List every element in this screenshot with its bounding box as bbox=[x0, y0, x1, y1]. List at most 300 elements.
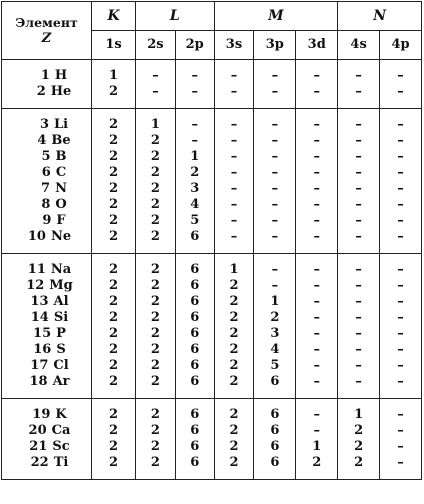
config-cell-3d: 1 bbox=[296, 439, 338, 455]
config-cell-3p: – bbox=[254, 165, 296, 181]
config-cell-2p: 6 bbox=[175, 455, 214, 471]
spacer-cell bbox=[175, 245, 214, 254]
config-cell-2s: 2 bbox=[136, 165, 176, 181]
config-cell-1s: 2 bbox=[92, 294, 136, 310]
spacer-cell bbox=[338, 60, 380, 69]
config-cell-3d: – bbox=[296, 374, 338, 390]
spacer-cell bbox=[136, 399, 176, 408]
config-cell-2s: 2 bbox=[136, 294, 176, 310]
config-cell-3p: – bbox=[254, 181, 296, 197]
config-cell-4s: – bbox=[338, 181, 380, 197]
config-cell-4p: – bbox=[380, 149, 422, 165]
config-cell-4p: – bbox=[380, 229, 422, 245]
config-cell-3d: – bbox=[296, 84, 338, 100]
element-symbol: Ca bbox=[51, 423, 71, 438]
spacer-cell bbox=[296, 390, 338, 399]
group-spacer bbox=[2, 471, 422, 480]
shell-header-l: L bbox=[136, 2, 215, 31]
config-cell-2p: 6 bbox=[175, 262, 214, 278]
shell-header-m: M bbox=[214, 2, 338, 31]
config-cell-2p: – bbox=[175, 68, 214, 84]
config-cell-1s: 2 bbox=[92, 439, 136, 455]
config-cell-1s: 2 bbox=[92, 262, 136, 278]
table-row bbox=[2, 407, 422, 423]
atomic-number: 13 bbox=[30, 294, 49, 309]
config-cell-2s: 2 bbox=[136, 229, 176, 245]
config-cell-4s: – bbox=[338, 165, 380, 181]
config-cell-3d: – bbox=[296, 117, 338, 133]
atomic-number: 4 bbox=[37, 133, 47, 148]
config-cell-3s: – bbox=[214, 117, 254, 133]
spacer-cell bbox=[136, 109, 176, 118]
config-cell-3s: – bbox=[214, 181, 254, 197]
element-cell bbox=[2, 455, 92, 471]
atomic-number: 16 bbox=[33, 342, 52, 357]
element-symbol: N bbox=[55, 181, 67, 196]
element-symbol: Cl bbox=[53, 358, 69, 373]
spacer-cell bbox=[338, 254, 380, 263]
config-cell-2p: 2 bbox=[175, 165, 214, 181]
config-cell-2s: 2 bbox=[136, 439, 176, 455]
table-row bbox=[2, 310, 422, 326]
config-cell-3p: – bbox=[254, 84, 296, 100]
config-cell-4s: – bbox=[338, 149, 380, 165]
atomic-number: 12 bbox=[26, 278, 45, 293]
config-cell-3d: – bbox=[296, 358, 338, 374]
config-cell-2p: 6 bbox=[175, 342, 214, 358]
config-cell-3d: – bbox=[296, 294, 338, 310]
element-cell bbox=[2, 262, 92, 278]
element-cell bbox=[2, 229, 92, 245]
config-cell-2p: 4 bbox=[175, 197, 214, 213]
table-row bbox=[2, 197, 422, 213]
config-cell-4s: – bbox=[338, 358, 380, 374]
shell-header-n: N bbox=[338, 2, 422, 31]
shell-header-row bbox=[2, 2, 422, 31]
spacer-cell bbox=[296, 471, 338, 480]
element-symbol: He bbox=[50, 84, 72, 99]
spacer-cell bbox=[254, 254, 296, 263]
spacer-cell bbox=[380, 254, 422, 263]
group-spacer bbox=[2, 100, 422, 109]
table-row bbox=[2, 294, 422, 310]
config-cell-3s: 2 bbox=[214, 278, 254, 294]
table-row bbox=[2, 439, 422, 455]
element-symbol: Sc bbox=[52, 439, 70, 454]
atomic-number: 1 bbox=[40, 68, 50, 83]
config-cell-4p: – bbox=[380, 278, 422, 294]
spacer-cell bbox=[380, 60, 422, 69]
config-cell-3p: – bbox=[254, 133, 296, 149]
config-cell-2s: 2 bbox=[136, 326, 176, 342]
spacer-cell bbox=[214, 60, 254, 69]
spacer-cell bbox=[380, 390, 422, 399]
config-cell-2s: 2 bbox=[136, 262, 176, 278]
config-cell-4p: – bbox=[380, 213, 422, 229]
table-row bbox=[2, 165, 422, 181]
config-cell-4s: – bbox=[338, 133, 380, 149]
config-cell-3d: – bbox=[296, 229, 338, 245]
group-spacer bbox=[2, 390, 422, 399]
config-cell-3d: – bbox=[296, 181, 338, 197]
config-cell-3p: 4 bbox=[254, 342, 296, 358]
spacer-cell bbox=[92, 60, 136, 69]
config-cell-4p: – bbox=[380, 262, 422, 278]
config-cell-4p: – bbox=[380, 197, 422, 213]
config-cell-3d: – bbox=[296, 407, 338, 423]
config-cell-1s: 2 bbox=[92, 374, 136, 390]
atomic-number: 17 bbox=[30, 358, 49, 373]
config-cell-3p: – bbox=[254, 149, 296, 165]
spacer-cell bbox=[92, 471, 136, 480]
spacer-cell bbox=[2, 245, 92, 254]
config-cell-2s: 2 bbox=[136, 181, 176, 197]
element-symbol: Ne bbox=[50, 229, 72, 244]
config-cell-3d: – bbox=[296, 133, 338, 149]
config-cell-2p: 1 bbox=[175, 149, 214, 165]
element-cell bbox=[2, 165, 92, 181]
config-cell-3p: – bbox=[254, 213, 296, 229]
config-cell-2s: 2 bbox=[136, 374, 176, 390]
config-cell-3s: 2 bbox=[214, 358, 254, 374]
spacer-cell bbox=[92, 245, 136, 254]
config-cell-2p: 6 bbox=[175, 294, 214, 310]
config-cell-1s: 1 bbox=[92, 68, 136, 84]
config-cell-3s: 2 bbox=[214, 423, 254, 439]
table-row bbox=[2, 278, 422, 294]
config-cell-2s: – bbox=[136, 84, 176, 100]
spacer-cell bbox=[338, 471, 380, 480]
config-cell-4s: – bbox=[338, 342, 380, 358]
config-cell-3d: – bbox=[296, 213, 338, 229]
spacer-cell bbox=[214, 100, 254, 109]
config-cell-3s: – bbox=[214, 149, 254, 165]
subshell-header-3p: 3p bbox=[254, 31, 296, 60]
table-row bbox=[2, 326, 422, 342]
table-row bbox=[2, 262, 422, 278]
atomic-number: 2 bbox=[36, 84, 46, 99]
spacer-cell bbox=[254, 471, 296, 480]
config-cell-2p: 6 bbox=[175, 439, 214, 455]
config-cell-2s: 2 bbox=[136, 310, 176, 326]
config-cell-4p: – bbox=[380, 165, 422, 181]
spacer-cell bbox=[338, 109, 380, 118]
shell-header-k: K bbox=[92, 2, 136, 31]
spacer-cell bbox=[214, 245, 254, 254]
config-cell-3d: – bbox=[296, 310, 338, 326]
config-cell-3p: 1 bbox=[254, 294, 296, 310]
config-cell-3s: – bbox=[214, 197, 254, 213]
spacer-cell bbox=[175, 100, 214, 109]
spacer-cell bbox=[338, 399, 380, 408]
config-cell-4p: – bbox=[380, 181, 422, 197]
element-label: Элемент bbox=[15, 14, 78, 30]
config-cell-3s: 2 bbox=[214, 294, 254, 310]
element-cell bbox=[2, 342, 92, 358]
table-row bbox=[2, 84, 422, 100]
spacer-cell bbox=[380, 109, 422, 118]
config-cell-1s: 2 bbox=[92, 149, 136, 165]
element-cell bbox=[2, 294, 92, 310]
element-cell bbox=[2, 374, 92, 390]
config-cell-2p: 6 bbox=[175, 358, 214, 374]
config-cell-2p: 3 bbox=[175, 181, 214, 197]
group-spacer bbox=[2, 399, 422, 408]
config-cell-4s: 2 bbox=[338, 423, 380, 439]
element-symbol: O bbox=[55, 197, 67, 212]
spacer-cell bbox=[2, 109, 92, 118]
config-cell-1s: 2 bbox=[92, 133, 136, 149]
config-cell-2p: 6 bbox=[175, 407, 214, 423]
spacer-cell bbox=[2, 390, 92, 399]
config-cell-1s: 2 bbox=[92, 84, 136, 100]
spacer-cell bbox=[296, 399, 338, 408]
config-cell-4p: – bbox=[380, 423, 422, 439]
table-body bbox=[2, 60, 422, 480]
config-cell-2p: 6 bbox=[175, 423, 214, 439]
spacer-cell bbox=[2, 100, 92, 109]
config-cell-4s: – bbox=[338, 278, 380, 294]
atomic-number: 21 bbox=[29, 439, 48, 454]
atomic-number: 14 bbox=[30, 310, 49, 325]
spacer-cell bbox=[136, 390, 176, 399]
spacer-cell bbox=[254, 245, 296, 254]
config-cell-2s: 2 bbox=[136, 278, 176, 294]
config-cell-2s: 2 bbox=[136, 342, 176, 358]
config-cell-1s: 2 bbox=[92, 181, 136, 197]
spacer-cell bbox=[254, 100, 296, 109]
table-row bbox=[2, 374, 422, 390]
config-cell-4p: – bbox=[380, 117, 422, 133]
config-cell-4p: – bbox=[380, 68, 422, 84]
config-cell-3s: 2 bbox=[214, 342, 254, 358]
config-cell-4s: – bbox=[338, 374, 380, 390]
atomic-number: 7 bbox=[41, 181, 51, 196]
config-cell-1s: 2 bbox=[92, 455, 136, 471]
element-symbol: C bbox=[55, 165, 67, 180]
spacer-cell bbox=[214, 399, 254, 408]
config-cell-4p: – bbox=[380, 84, 422, 100]
config-cell-3s: 2 bbox=[214, 407, 254, 423]
spacer-cell bbox=[92, 399, 136, 408]
table-row bbox=[2, 149, 422, 165]
spacer-cell bbox=[136, 471, 176, 480]
subshell-header-2p: 2p bbox=[175, 31, 214, 60]
config-cell-3s: – bbox=[214, 165, 254, 181]
element-cell bbox=[2, 326, 92, 342]
config-cell-4p: – bbox=[380, 133, 422, 149]
config-cell-3p: 5 bbox=[254, 358, 296, 374]
element-cell bbox=[2, 117, 92, 133]
table-row bbox=[2, 68, 422, 84]
spacer-cell bbox=[338, 390, 380, 399]
spacer-cell bbox=[254, 399, 296, 408]
group-spacer bbox=[2, 245, 422, 254]
subshell-header-4s: 4s bbox=[338, 31, 380, 60]
spacer-cell bbox=[296, 254, 338, 263]
config-cell-1s: 2 bbox=[92, 278, 136, 294]
spacer-cell bbox=[175, 109, 214, 118]
spacer-cell bbox=[136, 60, 176, 69]
config-cell-1s: 2 bbox=[92, 117, 136, 133]
spacer-cell bbox=[380, 245, 422, 254]
spacer-cell bbox=[380, 100, 422, 109]
element-symbol: B bbox=[55, 149, 67, 164]
config-cell-4p: – bbox=[380, 310, 422, 326]
element-symbol: S bbox=[56, 342, 66, 357]
config-cell-2s: 2 bbox=[136, 407, 176, 423]
config-cell-4p: – bbox=[380, 342, 422, 358]
config-cell-3s: – bbox=[214, 213, 254, 229]
element-symbol: K bbox=[55, 407, 67, 422]
group-spacer bbox=[2, 109, 422, 118]
config-cell-2p: 6 bbox=[175, 326, 214, 342]
config-cell-4p: – bbox=[380, 294, 422, 310]
config-cell-3d: – bbox=[296, 68, 338, 84]
config-cell-1s: 2 bbox=[92, 326, 136, 342]
element-cell bbox=[2, 423, 92, 439]
table-row bbox=[2, 117, 422, 133]
config-cell-2s: 2 bbox=[136, 423, 176, 439]
config-cell-1s: 2 bbox=[92, 229, 136, 245]
spacer-cell bbox=[175, 390, 214, 399]
table-row bbox=[2, 342, 422, 358]
config-cell-3p: 6 bbox=[254, 374, 296, 390]
config-cell-2p: 6 bbox=[175, 310, 214, 326]
element-cell bbox=[2, 181, 92, 197]
element-symbol: Ti bbox=[53, 455, 69, 470]
atomic-number: 8 bbox=[41, 197, 51, 212]
atomic-number: 9 bbox=[42, 213, 52, 228]
element-cell bbox=[2, 149, 92, 165]
config-cell-2s: 2 bbox=[136, 133, 176, 149]
spacer-cell bbox=[338, 100, 380, 109]
spacer-cell bbox=[214, 109, 254, 118]
element-cell bbox=[2, 68, 92, 84]
spacer-cell bbox=[92, 254, 136, 263]
element-symbol: P bbox=[56, 326, 66, 341]
config-cell-3d: – bbox=[296, 149, 338, 165]
config-cell-1s: 2 bbox=[92, 358, 136, 374]
element-symbol: Ar bbox=[52, 374, 70, 389]
config-cell-3p: – bbox=[254, 197, 296, 213]
config-cell-4p: – bbox=[380, 374, 422, 390]
config-cell-4s: – bbox=[338, 326, 380, 342]
element-symbol: Li bbox=[53, 117, 69, 132]
element-cell bbox=[2, 213, 92, 229]
config-cell-2p: – bbox=[175, 117, 214, 133]
element-symbol: Al bbox=[53, 294, 69, 309]
spacer-cell bbox=[92, 109, 136, 118]
element-cell bbox=[2, 439, 92, 455]
element-cell bbox=[2, 133, 92, 149]
config-cell-4s: 2 bbox=[338, 439, 380, 455]
config-cell-1s: 2 bbox=[92, 342, 136, 358]
spacer-cell bbox=[2, 471, 92, 480]
spacer-cell bbox=[175, 60, 214, 69]
spacer-cell bbox=[380, 399, 422, 408]
config-cell-4s: 1 bbox=[338, 407, 380, 423]
spacer-cell bbox=[254, 60, 296, 69]
config-cell-1s: 2 bbox=[92, 165, 136, 181]
element-cell bbox=[2, 358, 92, 374]
atomic-number: 11 bbox=[27, 262, 46, 277]
config-cell-4p: – bbox=[380, 455, 422, 471]
spacer-cell bbox=[175, 399, 214, 408]
config-cell-2s: 2 bbox=[136, 455, 176, 471]
config-cell-3p: 6 bbox=[254, 455, 296, 471]
spacer-cell bbox=[214, 254, 254, 263]
element-cell bbox=[2, 197, 92, 213]
config-cell-2p: 6 bbox=[175, 374, 214, 390]
config-cell-2s: 1 bbox=[136, 117, 176, 133]
config-cell-2s: 2 bbox=[136, 197, 176, 213]
element-cell bbox=[2, 278, 92, 294]
subshell-header-4p: 4p bbox=[380, 31, 422, 60]
spacer-cell bbox=[380, 471, 422, 480]
config-cell-4s: – bbox=[338, 84, 380, 100]
electron-configuration-table bbox=[1, 1, 422, 480]
config-cell-1s: 2 bbox=[92, 213, 136, 229]
config-cell-4s: – bbox=[338, 117, 380, 133]
config-cell-4p: – bbox=[380, 439, 422, 455]
config-cell-3p: 3 bbox=[254, 326, 296, 342]
table-row bbox=[2, 213, 422, 229]
config-cell-1s: 2 bbox=[92, 197, 136, 213]
element-column-header bbox=[2, 2, 92, 60]
spacer-cell bbox=[296, 100, 338, 109]
spacer-cell bbox=[254, 109, 296, 118]
spacer-cell bbox=[136, 100, 176, 109]
subshell-header-1s: 1s bbox=[92, 31, 136, 60]
config-cell-2p: – bbox=[175, 133, 214, 149]
atomic-number: 3 bbox=[39, 117, 49, 132]
table-row bbox=[2, 358, 422, 374]
atomic-number: 19 bbox=[32, 407, 51, 422]
table-header bbox=[2, 2, 422, 60]
config-cell-4s: – bbox=[338, 68, 380, 84]
atomic-number: 22 bbox=[30, 455, 49, 470]
config-cell-1s: 2 bbox=[92, 423, 136, 439]
element-symbol: H bbox=[54, 68, 68, 83]
element-symbol: Be bbox=[51, 133, 71, 148]
table-row bbox=[2, 423, 422, 439]
config-cell-3d: – bbox=[296, 197, 338, 213]
atomic-number: 5 bbox=[41, 149, 51, 164]
subshell-header-3d: 3d bbox=[296, 31, 338, 60]
spacer-cell bbox=[2, 399, 92, 408]
spacer-cell bbox=[92, 390, 136, 399]
config-cell-3d: 2 bbox=[296, 455, 338, 471]
config-cell-3d: – bbox=[296, 262, 338, 278]
config-cell-3s: – bbox=[214, 229, 254, 245]
config-cell-4s: – bbox=[338, 229, 380, 245]
atomic-number: 6 bbox=[41, 165, 51, 180]
config-cell-3d: – bbox=[296, 278, 338, 294]
spacer-cell bbox=[296, 245, 338, 254]
element-symbol: Si bbox=[53, 310, 69, 325]
config-cell-3p: 6 bbox=[254, 439, 296, 455]
config-cell-2p: 5 bbox=[175, 213, 214, 229]
config-cell-3s: 2 bbox=[214, 439, 254, 455]
config-cell-2s: 2 bbox=[136, 358, 176, 374]
spacer-cell bbox=[338, 245, 380, 254]
config-cell-2s: 2 bbox=[136, 149, 176, 165]
config-cell-4s: – bbox=[338, 213, 380, 229]
element-cell bbox=[2, 407, 92, 423]
element-cell bbox=[2, 84, 92, 100]
spacer-cell bbox=[175, 471, 214, 480]
